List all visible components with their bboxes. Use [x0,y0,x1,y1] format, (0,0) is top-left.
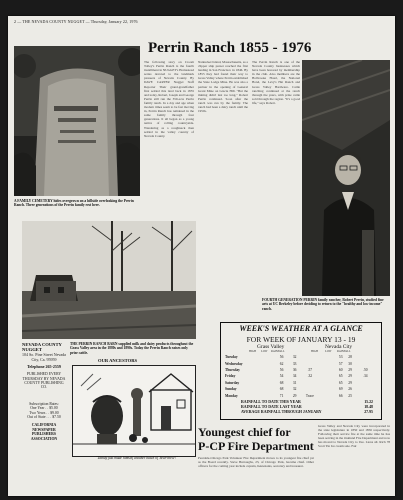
article-column-1: The following story on Croom Tolley's Perrin Ranch is the fourth installment in NUGGET's Homestead series devoted to the landmark pioneers of Nevada County. By DAVE CARTER Nugget Staff Reporter Their grand-grandfather first settled this land back in 1855 and today, Robert, Joseph and George Perrin still run the 350-acre Perrin family ranch. In a day and age when modern times seem to be fast moving in, Perrin Ranch has remained in the same family through four generations. It all began as a young native of rolling countryside. Wandering as a roughneck then settled in the valley country of Nevada County. [144,60,194,138]
weather-day: Sunday [225,387,237,392]
cemetery-gravestone-image [14,46,140,196]
cemetery-photo [14,46,140,196]
our-ancestors-cartoon [72,365,196,457]
fourth-generation-caption: FOURTH GENERATION PERRIN family rancher, Robert Perrin, studied fine arts at UC Berkeley before deciding to return to the "healthy and low income" ranch. [262,298,384,311]
weather-day: Tuesday [225,355,238,360]
gv-high: 68 [279,380,284,385]
gv-rain: .32 [307,374,313,379]
barn-photo [22,221,196,339]
nc-high: 69 [338,387,343,392]
publisher-phone: Telephone 265-2559 [27,364,61,370]
col-nc-high: HIGH [311,350,318,353]
rancher-image [302,60,390,296]
weather-day: Saturday [225,380,240,385]
youngest-chief-headline-line2: P-CP Fire Department [198,439,314,453]
newspaper-page [8,16,395,496]
weather-subtitle: FOR WEEK OF JANUARY 13 - 19 [246,335,356,344]
rainfall-to-date-last-year: RAINFALL TO DATE LAST YEAR 18.48 [241,405,373,409]
subscription-rates-label: Subscription Rates: [29,401,59,406]
gv-rain: .57 [307,367,313,372]
right-news-column: Grass Valley and Nevada City were incorporated in the state legislature in 1850 and 1856 respectively. Following their service fire at the same time he has been serving in the Oakland Fire Department and now has moved to Nevada City to live. Lions all. Rich 78 Scott Tin Ice cream sale. Fair [318,424,390,449]
nc-low: 25 [348,393,352,398]
youngest-chief-body: Peardale-Chicago Park Volunteer Fire Department moves to its youngest fire chief yet as the Board recently. Steve Burroughs, 23, of Chicago Park, became chief. Other officers for the coming year include captain, lieutenants, secretary and treasurer. [198,456,314,469]
youngest-chief-headline-line1: Youngest chief for [198,425,291,439]
gv-low: 32 [292,387,297,392]
cartoon-caption: "Dandy just made himself another batch of 'bear-brew'!" [96,456,178,460]
col-nc-rain: RAINFALL [337,350,351,353]
weather-day: Thursday [225,367,240,372]
average-rainfall-january: AVERAGE RAINFALL THROUGH JANUARY 27.95 [241,410,373,414]
nc-high: 66 [338,393,343,398]
weather-row [225,392,373,398]
our-ancestors-label: OUR ANCESTORS [98,358,138,363]
article-headline: Perrin Ranch 1855 - 1976 [148,40,312,56]
gv-high: 56 [279,367,284,372]
cartoon-illustration [73,366,195,456]
barn-image [22,221,196,339]
col-gv-low: LOW [261,350,268,353]
rate-out-of-state: Out of State . . . $7.50 [27,415,61,420]
member-association: CALIFORNIA NEWSPAPER PUBLISHERS ASSOCIATION [30,423,58,441]
weather-location-grass-valley: Grass Valley [257,344,285,350]
gv-low: 32 [292,355,297,360]
gv-low: 33 [292,361,297,366]
nc-rain: .50 [363,367,368,372]
cemetery-caption: A FAMILY CEMETERY hides overgrown on a hillside overlooking the Perrin Ranch. Three generations of the Perrin family rest here. [14,199,134,208]
col-nc-low: LOW [325,350,332,353]
weather-table [225,354,373,399]
article-column-2: Nantucket Island, Massachusetts, as a clipper ship purser reached the first landing in San Francisco in 1846. By 1855 they had found their way to Grass Valley where Perrin established the State Lodge Mine. He was also a partner in the opening of General Grant Mine on Gracie Hill. "But the mining didn't last too long," Robert Perrin continued. Soon after the ranch was run by the family. The ranch had been a dairy ranch until the 1950s. [198,60,248,114]
rancher-portrait-photo [302,60,390,296]
gv-high: 71 [279,393,284,398]
gv-high: 54 [279,374,284,379]
nc-low: 26 [348,387,352,392]
nc-rain [358,392,373,398]
barn-caption: THE PERRIN RANCH BARN supplied milk and dairy products throughout the Grass Valley area in the 1880s and 1890s. Today the Perrin Ranch raises only prize cattle. [70,342,194,355]
publisher-address: 104 So. Pine Street Nevada City, Ca. 95959 [22,352,66,362]
nc-low: 29 [348,380,352,385]
gv-low: 31 [292,380,297,385]
nc-high: 65 [338,374,343,379]
weather-day: Monday [225,393,238,398]
rate-one-year: One Year . . $5.00 [30,406,58,411]
weather-title: WEEK'S WEATHER AT A GLANCE [239,324,363,333]
nc-high: 60 [338,367,343,372]
publisher-title: NEVADA COUNTY NUGGET [22,342,62,352]
col-gv-high: HIGH [249,350,256,353]
gv-high: 68 [279,387,284,392]
gv-high: 62 [279,361,284,366]
weather-day: Wednesday [225,361,243,366]
publisher-published: PUBLISHED EVERY THURSDAY BY NEVADA COUNTY PUBLISHING CO. [22,372,66,390]
gv-high: 56 [279,355,284,360]
nc-low: 28 [348,355,352,360]
gv-low: 36 [292,367,297,372]
page-masthead: 2 — THE NEVADA COUNTY NUGGET — Thursday, January 22, 1976 [14,19,138,24]
article-column-3: The Perrin Ranch is one of the Nevada County businesses which have been honored by membership in the club. Also members are the Holbrooke Hotel, the National Hotel, the Levy's Hat Ranch and Grass Valley Hardware. Cattle ranching continued at the ranch through the years, with prize cattle sold through the region. "It's a good life," says Robert. [252,60,300,105]
nc-high: 53 [338,355,343,360]
gv-low: 29 [292,393,297,398]
nc-high: 57 [338,361,343,366]
publisher-info-box [22,342,66,492]
rainfall-to-date-this-year: RAINFALL TO DATE THIS YEAR 15.22 [241,400,373,404]
weather-day: Friday [225,374,236,379]
nc-low: 29 [348,374,352,379]
rate-two-years: Two Years . . $9.00 [29,410,59,415]
weather-location-nevada-city: Nevada City [325,344,353,350]
nc-low: 29 [348,367,352,372]
gv-low: 34 [292,374,297,379]
nc-low: 30 [348,361,352,366]
nc-high: 65 [338,380,343,385]
gv-rain: Trace [305,393,314,398]
nc-rain: .34 [363,374,368,379]
weather-totals [241,400,377,415]
weather-box [220,322,382,420]
col-gv-rain: RAINFALL [271,350,285,353]
